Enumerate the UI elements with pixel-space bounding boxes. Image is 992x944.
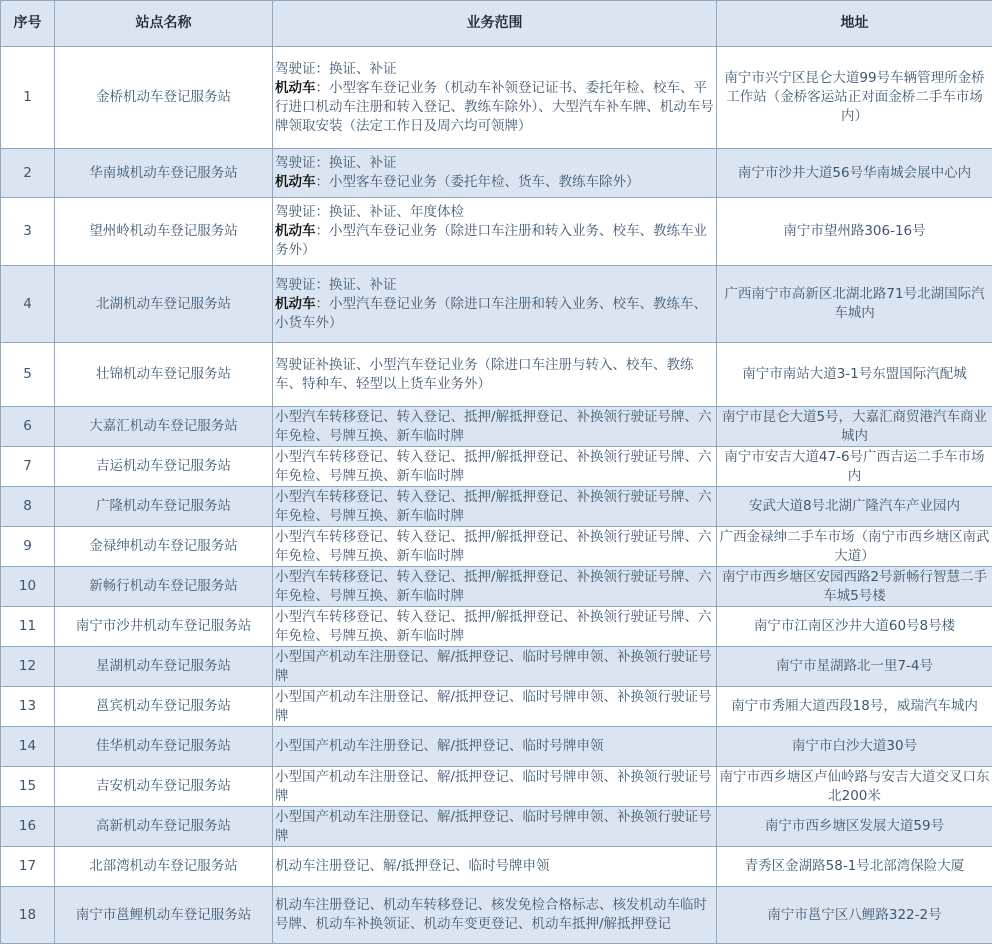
header-seq: 序号 (1, 1, 55, 47)
table-row (1, 447, 992, 487)
scope-line (275, 408, 714, 446)
station-address: 青秀区金湖路58-1号北部湾保险大厦 (717, 847, 992, 887)
scope-line (275, 222, 714, 260)
scope-text: 小型汽车转移登记、转入登记、抵押/解抵押登记、补换领行驶证号牌、六年免检、号牌互换、新车临时牌 (275, 449, 712, 484)
station-name: 南宁市沙井机动车登记服务站 (55, 607, 273, 647)
scope-line (275, 688, 714, 726)
station-address: 广西金禄绅二手车市场（南宁市西乡塘区南武大道） (717, 527, 992, 567)
scope-text: 小型国产机动车注册登记、解/抵押登记、临时号牌申领、补换领行驶证号牌 (275, 809, 712, 844)
table-row (1, 487, 992, 527)
business-scope (273, 149, 717, 198)
row-seq: 4 (1, 266, 55, 343)
station-address: 南宁市南站大道3-1号东盟国际汽配城 (717, 343, 992, 407)
row-seq: 18 (1, 887, 55, 944)
scope-line (275, 528, 714, 566)
scope-text: 小型国产机动车注册登记、解/抵押登记、临时号牌申领 (275, 738, 604, 754)
row-seq: 6 (1, 407, 55, 447)
scope-text: 小型汽车转移登记、转入登记、抵押/解抵押登记、补换领行驶证号牌、六年免检、号牌互换、新车临时牌 (275, 569, 712, 604)
scope-text: 驾驶证：换证、补证 (275, 277, 397, 293)
station-name: 邕宾机动车登记服务站 (55, 687, 273, 727)
table-row (1, 807, 992, 847)
station-address: 南宁市星湖路北一里7-4号 (717, 647, 992, 687)
row-seq: 10 (1, 567, 55, 607)
business-scope (273, 407, 717, 447)
business-scope (273, 727, 717, 767)
business-scope (273, 607, 717, 647)
table-row (1, 687, 992, 727)
scope-text: 小型国产机动车注册登记、解/抵押登记、临时号牌申领、补换领行驶证号牌 (275, 769, 712, 804)
table-row (1, 149, 992, 198)
scope-line (275, 173, 714, 192)
station-address: 南宁市邕宁区八鲤路322-2号 (717, 887, 992, 944)
station-name: 新畅行机动车登记服务站 (55, 567, 273, 607)
table-row (1, 343, 992, 407)
scope-line (275, 154, 714, 173)
business-scope (273, 527, 717, 567)
scope-line (275, 648, 714, 686)
station-address: 南宁市兴宁区昆仑大道99号车辆管理所金桥工作站（金桥客运站正对面金桥二手车市场内） (717, 47, 992, 149)
scope-line (275, 608, 714, 646)
scope-category-label: 机动车 (275, 296, 316, 312)
station-name: 高新机动车登记服务站 (55, 807, 273, 847)
business-scope (273, 266, 717, 343)
scope-category-label: 机动车 (275, 223, 316, 239)
table-row (1, 767, 992, 807)
scope-line (275, 203, 714, 222)
station-address: 南宁市西乡塘区发展大道59号 (717, 807, 992, 847)
station-address: 南宁市西乡塘区卢仙岭路与安吉大道交叉口东北200米 (717, 767, 992, 807)
business-scope (273, 198, 717, 266)
station-name: 金禄绅机动车登记服务站 (55, 527, 273, 567)
table-body (1, 47, 992, 944)
station-address: 南宁市秀厢大道西段18号，威瑞汽车城内 (717, 687, 992, 727)
row-seq: 14 (1, 727, 55, 767)
header-address: 地址 (717, 1, 992, 47)
station-name: 壮锦机动车登记服务站 (55, 343, 273, 407)
row-seq: 2 (1, 149, 55, 198)
row-seq: 3 (1, 198, 55, 266)
business-scope (273, 567, 717, 607)
scope-line (275, 768, 714, 806)
row-seq: 17 (1, 847, 55, 887)
header-row (1, 1, 992, 47)
business-scope (273, 847, 717, 887)
row-seq: 5 (1, 343, 55, 407)
scope-text: 驾驶证：换证、补证、年度体检 (275, 204, 464, 220)
scope-text: ：小型客车登记业务（机动车补领登记证书、委托年检、校车、平行进口机动车注册和转入登记、教练车除外）、大型汽车补车牌、机动车号牌领取安装（法定工作日及周六均可领牌） (275, 80, 714, 134)
table-row (1, 266, 992, 343)
row-seq: 1 (1, 47, 55, 149)
scope-line (275, 857, 714, 876)
table-row (1, 607, 992, 647)
table-row (1, 407, 992, 447)
station-address: 广西南宁市高新区北湖北路71号北湖国际汽车城内 (717, 266, 992, 343)
scope-text: ：小型汽车登记业务（除进口车注册和转入业务、校车、教练车、小货车外） (275, 296, 707, 331)
station-name: 南宁市邕鲤机动车登记服务站 (55, 887, 273, 944)
table-row (1, 47, 992, 149)
station-name: 北部湾机动车登记服务站 (55, 847, 273, 887)
scope-line (275, 295, 714, 333)
table-row (1, 647, 992, 687)
station-name: 金桥机动车登记服务站 (55, 47, 273, 149)
business-scope (273, 767, 717, 807)
business-scope (273, 807, 717, 847)
station-address: 南宁市望州路306-16号 (717, 198, 992, 266)
row-seq: 15 (1, 767, 55, 807)
scope-line (275, 79, 714, 136)
scope-line (275, 488, 714, 526)
row-seq: 9 (1, 527, 55, 567)
table-row (1, 567, 992, 607)
table-row (1, 887, 992, 944)
business-scope (273, 487, 717, 527)
business-scope (273, 687, 717, 727)
station-address: 南宁市白沙大道30号 (717, 727, 992, 767)
table-header (1, 1, 992, 47)
station-name: 北湖机动车登记服务站 (55, 266, 273, 343)
scope-text: 小型汽车转移登记、转入登记、抵押/解抵押登记、补换领行驶证号牌、六年免检、号牌互换、新车临时牌 (275, 489, 712, 524)
station-name: 星湖机动车登记服务站 (55, 647, 273, 687)
scope-text: 小型汽车转移登记、转入登记、抵押/解抵押登记、补换领行驶证号牌、六年免检、号牌互换、新车临时牌 (275, 529, 712, 564)
station-address: 南宁市江南区沙井大道60号8号楼 (717, 607, 992, 647)
table-row (1, 847, 992, 887)
row-seq: 12 (1, 647, 55, 687)
row-seq: 11 (1, 607, 55, 647)
scope-text: 机动车注册登记、机动车转移登记、核发免检合格标志、核发机动车临时号牌、机动车补换领证、机动车变更登记、机动车抵押/解抵押登记 (275, 897, 707, 932)
row-seq: 8 (1, 487, 55, 527)
station-name: 吉运机动车登记服务站 (55, 447, 273, 487)
scope-line (275, 896, 714, 934)
scope-line (275, 276, 714, 295)
header-name: 站点名称 (55, 1, 273, 47)
scope-text: 驾驶证补换证、小型汽车登记业务（除进口车注册与转入、校车、教练车、特种车、轻型以上货车业务外） (275, 357, 694, 392)
station-name: 望州岭机动车登记服务站 (55, 198, 273, 266)
scope-category-label: 机动车 (275, 80, 316, 96)
row-seq: 16 (1, 807, 55, 847)
station-address: 南宁市昆仑大道5号，大嘉汇商贸港汽车商业城内 (717, 407, 992, 447)
station-name: 吉安机动车登记服务站 (55, 767, 273, 807)
scope-line (275, 448, 714, 486)
station-address: 南宁市安吉大道47-6号广西吉运二手车市场内 (717, 447, 992, 487)
station-name: 广隆机动车登记服务站 (55, 487, 273, 527)
scope-text: 驾驶证：换证、补证 (275, 61, 397, 77)
station-address: 南宁市西乡塘区安园西路2号新畅行智慧二手车城5号楼 (717, 567, 992, 607)
scope-line (275, 60, 714, 79)
scope-line (275, 808, 714, 846)
scope-text: 小型国产机动车注册登记、解/抵押登记、临时号牌申领、补换领行驶证号牌 (275, 649, 712, 684)
scope-line (275, 568, 714, 606)
scope-line (275, 356, 714, 394)
scope-text: 驾驶证：换证、补证 (275, 155, 397, 171)
row-seq: 13 (1, 687, 55, 727)
station-address: 南宁市沙井大道56号华南城会展中心内 (717, 149, 992, 198)
scope-text: 小型汽车转移登记、转入登记、抵押/解抵押登记、补换领行驶证号牌、六年免检、号牌互换、新车临时牌 (275, 409, 712, 444)
scope-text: ：小型客车登记业务（委托年检、货车、教练车除外） (316, 174, 640, 190)
scope-text: 小型汽车转移登记、转入登记、抵押/解抵押登记、补换领行驶证号牌、六年免检、号牌互换、新车临时牌 (275, 609, 712, 644)
business-scope (273, 647, 717, 687)
table-row (1, 527, 992, 567)
business-scope (273, 47, 717, 149)
scope-text: ：小型汽车登记业务（除进口车注册和转入业务、校车、教练车业务外） (275, 223, 707, 258)
station-name: 华南城机动车登记服务站 (55, 149, 273, 198)
scope-line (275, 737, 714, 756)
business-scope (273, 343, 717, 407)
scope-text: 小型国产机动车注册登记、解/抵押登记、临时号牌申领、补换领行驶证号牌 (275, 689, 712, 724)
station-name: 大嘉汇机动车登记服务站 (55, 407, 273, 447)
business-scope (273, 447, 717, 487)
scope-category-label: 机动车 (275, 174, 316, 190)
station-address: 安武大道8号北湖广隆汽车产业园内 (717, 487, 992, 527)
table-row (1, 198, 992, 266)
business-scope (273, 887, 717, 944)
scope-text: 机动车注册登记、解/抵押登记、临时号牌申领 (275, 858, 550, 874)
table-row (1, 727, 992, 767)
station-name: 佳华机动车登记服务站 (55, 727, 273, 767)
header-scope: 业务范围 (273, 1, 717, 47)
row-seq: 7 (1, 447, 55, 487)
